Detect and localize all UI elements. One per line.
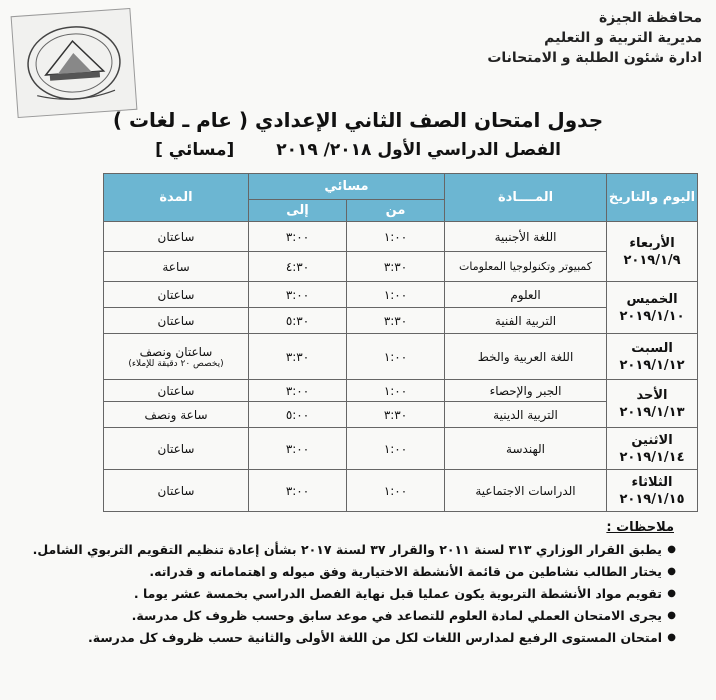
day-name: السبت xyxy=(631,340,673,356)
from-cell: ٣:٣٠ xyxy=(347,308,445,334)
page-subtitle xyxy=(0,140,716,160)
subject-cell: العلوم xyxy=(445,282,607,308)
subject-cell: اللغة الأجنبية xyxy=(445,222,607,252)
to-cell: ٣:٠٠ xyxy=(249,470,347,512)
list-item: ● يختار الطالب نشاطين من قائمة الأنشطة الاختيارية وفق ميوله و اهتماماته و قدراته. xyxy=(8,561,676,583)
day-name: الخميس xyxy=(626,291,678,307)
day-date: ٢٠١٩/١/١٤ xyxy=(619,449,685,465)
to-cell: ٥:٠٠ xyxy=(249,402,347,428)
list-item: ● يطبق القرار الوزاري ٣١٣ لسنة ٢٠١١ والقرار ٣٧ لسنة ٢٠١٧ بشأن إعادة تنظيم التقويم التربوي الشامل. xyxy=(8,539,676,561)
duration-cell xyxy=(104,334,249,380)
day-cell xyxy=(607,380,698,428)
day-name: الاثنين xyxy=(631,432,673,448)
day-date: ٢٠١٩/١/١٥ xyxy=(619,491,685,507)
duration-cell: ساعة xyxy=(104,252,249,282)
list-item: ● يجرى الامتحان العملي لمادة العلوم للتصاعد في موعد سابق وحسب ظروف كل مدرسة. xyxy=(8,605,676,627)
from-cell: ٣:٣٠ xyxy=(347,402,445,428)
header-from: من xyxy=(347,200,445,222)
day-cell xyxy=(607,470,698,512)
duration-note: (يخصص ٢٠ دقيقة للإملاء) xyxy=(128,358,224,369)
from-cell: ١:٠٠ xyxy=(347,222,445,252)
header-duration: المدة xyxy=(104,174,249,222)
day-date: ٢٠١٩/١/١٠ xyxy=(619,308,685,324)
to-cell: ٣:٠٠ xyxy=(249,282,347,308)
from-cell: ٣:٣٠ xyxy=(347,252,445,282)
from-cell: ١:٠٠ xyxy=(347,282,445,308)
day-name: الأربعاء xyxy=(629,235,675,251)
to-cell: ٥:٣٠ xyxy=(249,308,347,334)
term-label: الفصل الدراسي الأول ٢٠١٨/ ٢٠١٩ xyxy=(276,140,561,160)
duration-cell: ساعتان xyxy=(104,282,249,308)
page-title: جدول امتحان الصف الثاني الإعدادي ( عام ـ لغات ) xyxy=(112,108,604,132)
duration-cell: ساعتان xyxy=(104,470,249,512)
duration-cell: ساعتان xyxy=(104,428,249,470)
to-cell: ٣:٣٠ xyxy=(249,334,347,380)
from-cell: ١:٠٠ xyxy=(347,428,445,470)
table-row xyxy=(104,428,698,470)
day-name: الأحد xyxy=(636,387,668,403)
from-cell: ١:٠٠ xyxy=(347,334,445,380)
notes-title: ملاحظات : xyxy=(606,520,674,535)
from-cell: ١:٠٠ xyxy=(347,470,445,512)
session-label: [مسائي ] xyxy=(155,140,235,160)
header-to: إلى xyxy=(249,200,347,222)
list-item: ● تقويم مواد الأنشطة التربوية يكون عمليا قبل نهاية الفصل الدراسي بخمسة عشر يوما . xyxy=(8,583,676,605)
subject-cell: التربية الفنية xyxy=(445,308,607,334)
list-item: ● امتحان المستوى الرفيع لمدارس اللغات لكل من اللغة الأولى والثانية حسب ظروف كل مدرسة. xyxy=(8,627,676,649)
subject-cell: الجبر والإحصاء xyxy=(445,380,607,402)
header-subject: المــــادة xyxy=(445,174,607,222)
subject-cell: الدراسات الاجتماعية xyxy=(445,470,607,512)
notes-section xyxy=(8,520,698,649)
table-row xyxy=(104,380,698,402)
header-evening: مسائي xyxy=(249,174,445,200)
subject-cell: الهندسة xyxy=(445,428,607,470)
day-date: ٢٠١٩/١/١٣ xyxy=(619,404,685,420)
duration-cell: ساعتان xyxy=(104,308,249,334)
department-name: ادارة شئون الطلبة و الامتحانات xyxy=(487,50,702,66)
day-cell xyxy=(607,222,698,282)
to-cell: ٣:٠٠ xyxy=(249,380,347,402)
day-cell xyxy=(607,334,698,380)
duration-cell: ساعتان xyxy=(104,380,249,402)
header-day: اليوم والتاريخ xyxy=(607,174,698,222)
duration-value: ساعتان ونصف xyxy=(139,344,213,359)
day-cell xyxy=(607,282,698,334)
duration-cell: ساعة ونصف xyxy=(104,402,249,428)
day-date: ٢٠١٩/١/١٢ xyxy=(619,357,685,373)
to-cell: ٣:٠٠ xyxy=(249,428,347,470)
table-row xyxy=(104,222,698,252)
day-date: ٢٠١٩/١/٩ xyxy=(623,252,681,268)
directorate-name: مديرية التربية و التعليم xyxy=(544,30,702,46)
to-cell: ٣:٠٠ xyxy=(249,222,347,252)
directorate-logo xyxy=(11,8,138,118)
duration-cell: ساعتان xyxy=(104,222,249,252)
table-row xyxy=(104,282,698,308)
logo-emblem-icon xyxy=(12,9,137,117)
table-row xyxy=(104,334,698,380)
subject-cell: كمبيوتر وتكنولوجيا المعلومات xyxy=(445,252,607,282)
subject-cell: التربية الدينية xyxy=(445,402,607,428)
governorate-name: محافظة الجيزة xyxy=(598,10,702,26)
exam-schedule-table xyxy=(103,173,698,512)
day-cell xyxy=(607,428,698,470)
from-cell: ١:٠٠ xyxy=(347,380,445,402)
notes-list xyxy=(8,539,698,649)
subject-cell: اللغة العربية والخط xyxy=(445,334,607,380)
day-name: الثلاثاء xyxy=(631,474,673,490)
table-row xyxy=(104,470,698,512)
to-cell: ٤:٣٠ xyxy=(249,252,347,282)
organization-header xyxy=(487,8,702,68)
